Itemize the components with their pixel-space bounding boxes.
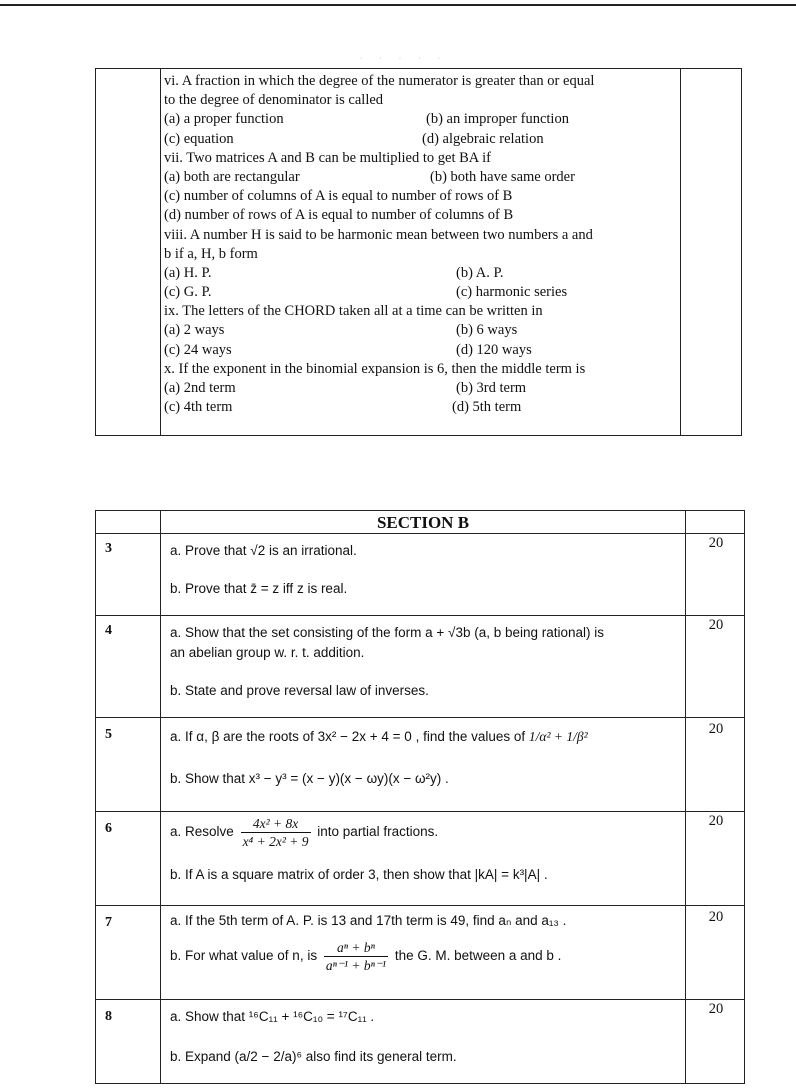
part-b: b. Prove that z̄ = z iff z is real. xyxy=(170,581,348,596)
mcq-options xyxy=(164,398,680,417)
option-b: (b) an improper function xyxy=(426,111,569,128)
row-divider xyxy=(96,533,744,534)
option-c: (c) number of columns of A is equal to number of rows of B xyxy=(164,188,513,205)
mcq-options xyxy=(164,168,680,187)
option-d: (d) 120 ways xyxy=(456,341,532,358)
mcq-options xyxy=(164,130,680,149)
question-marks: 20 xyxy=(708,535,724,551)
question-number: 7 xyxy=(105,915,112,930)
part-b: b. State and prove reversal law of inverses. xyxy=(170,683,429,698)
option-a: (a) 2 ways xyxy=(164,322,225,339)
denominator: x⁴ + 2x² + 9 xyxy=(242,834,309,849)
question-number: 3 xyxy=(105,541,112,556)
row-divider xyxy=(96,717,744,718)
section-b-table xyxy=(95,510,745,1084)
row-divider xyxy=(96,905,744,906)
mcq-options xyxy=(164,321,680,340)
part-a: a. Show that ¹⁶C₁₁ + ¹⁶C₁₀ = ¹⁷C₁₁ . xyxy=(170,1009,375,1024)
part-a: a. If the 5th term of A. P. is 13 and 17th term is 49, find aₙ and a₁₃ . xyxy=(170,913,567,928)
denominator: aⁿ⁻¹ + bⁿ⁻¹ xyxy=(325,958,387,973)
part-a-tail: into partial fractions. xyxy=(317,824,439,840)
mcq-stem: ix. The letters of the CHORD taken all at a time can be written in xyxy=(164,303,543,320)
section-title: SECTION B xyxy=(376,513,470,532)
part-b xyxy=(170,939,561,974)
option-c: (c) 4th term xyxy=(164,399,233,416)
part-a-text: a. If α, β are the roots of 3x² − 2x + 4 = 0 , find the values of xyxy=(170,729,526,744)
part-a: a. Prove that √2 is an irrational. xyxy=(170,543,357,558)
part-a: a. Show that the set consisting of the form a + √3b (a, b being rational) is xyxy=(170,625,605,640)
column-divider xyxy=(685,511,686,1083)
part-b: b. Expand (a/2 − 2/a)⁶ also find its general term. xyxy=(170,1049,457,1064)
option-d: (d) 5th term xyxy=(452,399,522,416)
mcq-options xyxy=(164,341,680,360)
top-rule xyxy=(0,4,796,6)
row-divider xyxy=(96,811,744,812)
part-b-tail: the G. M. between a and b . xyxy=(394,948,562,964)
mcq-options xyxy=(164,379,680,398)
row-divider xyxy=(96,615,744,616)
part-b-text: b. For what value of n, is xyxy=(170,948,318,964)
fraction xyxy=(241,815,311,850)
option-d: (d) number of rows of A is equal to number of columns of B xyxy=(164,207,514,224)
question-number: 5 xyxy=(105,727,112,742)
mcq-stem: x. If the exponent in the binomial expansion is 6, then the middle term is xyxy=(164,360,586,377)
part-a xyxy=(170,729,588,745)
option-a: (a) both are rectangular xyxy=(164,168,300,185)
mcq-stem: vi. A fraction in which the degree of the numerator is greater than or equal xyxy=(164,73,595,89)
option-b: (b) both have same order xyxy=(430,168,575,185)
mcq-stem: b if a, H, b form xyxy=(164,245,258,262)
mcq-options xyxy=(164,283,680,302)
question-marks: 20 xyxy=(708,813,724,829)
option-a: (a) H. P. xyxy=(164,264,212,281)
option-c: (c) 24 ways xyxy=(164,341,232,358)
part-b: b. Show that x³ − y³ = (x − y)(x − ωy)(x − ω²y) . xyxy=(170,771,449,786)
question-marks: 20 xyxy=(708,909,724,925)
option-b: (b) 6 ways xyxy=(456,322,518,339)
column-divider xyxy=(160,511,161,1083)
option-b: (b) A. P. xyxy=(456,264,504,281)
question-number: 6 xyxy=(105,821,112,836)
scan-speckles: · · · · · xyxy=(360,56,448,62)
part-b: b. If A is a square matrix of order 3, then show that |kA| = k³|A| . xyxy=(170,867,548,882)
question-marks: 20 xyxy=(708,617,724,633)
mcq-options xyxy=(164,264,680,283)
question-number: 4 xyxy=(105,623,112,638)
part-a-cont: an abelian group w. r. t. addition. xyxy=(170,645,365,660)
row-divider xyxy=(96,999,744,1000)
option-b: (b) 3rd term xyxy=(456,380,527,396)
question-number: 8 xyxy=(105,1009,112,1024)
mcq-table xyxy=(95,68,742,436)
mcq-stem: viii. A number H is said to be harmonic mean between two numbers a and xyxy=(164,226,593,243)
mcq-stem: vii. Two matrices A and B can be multiplied to get BA if xyxy=(164,149,491,166)
question-marks: 20 xyxy=(708,721,724,737)
mcq-stem: to the degree of denominator is called xyxy=(164,92,384,109)
numerator: 4x² + 8x xyxy=(241,815,311,833)
part-a-text: a. Resolve xyxy=(170,824,234,840)
option-d: (c) harmonic series xyxy=(456,284,568,301)
option-d: (d) algebraic relation xyxy=(422,130,544,147)
part-a xyxy=(170,815,438,850)
option-a: (a) 2nd term xyxy=(164,380,236,396)
column-divider xyxy=(160,69,161,435)
option-c: (c) G. P. xyxy=(164,284,212,301)
column-divider xyxy=(680,69,681,435)
part-a-expression: 1/α² + 1/β² xyxy=(528,729,588,744)
question-marks: 20 xyxy=(708,1001,724,1017)
mcq-options xyxy=(164,110,680,129)
mcq-list xyxy=(164,72,680,417)
fraction xyxy=(324,939,388,974)
numerator: aⁿ + bⁿ xyxy=(324,939,388,957)
option-c: (c) equation xyxy=(164,130,234,147)
option-a: (a) a proper function xyxy=(164,111,284,128)
